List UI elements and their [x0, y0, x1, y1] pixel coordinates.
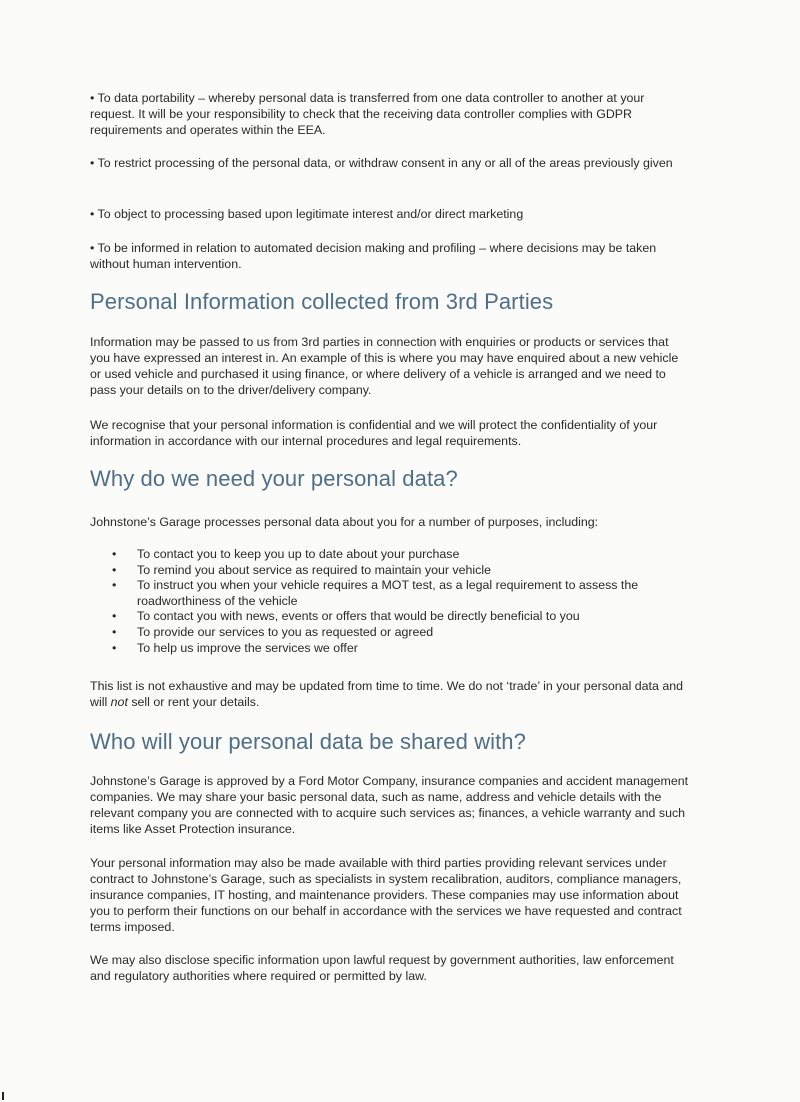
third-parties-paragraph-2: We recognise that your personal information is confidential and we will protect the confidentiality of your information in accordance with our internal procedures and legal requirements. — [90, 418, 658, 448]
bullet-object-processing: • To object to processing based upon legitimate interest and/or direct marketing — [90, 207, 524, 221]
heading-why-need-data: Why do we need your personal data? — [90, 466, 458, 491]
purposes-list — [112, 547, 692, 656]
scan-mark — [2, 1092, 4, 1100]
bullet-automated-decisions: • To be informed in relation to automated decision making and profiling – where decisions may be taken without human intervention. — [90, 241, 657, 271]
purposes-intro: Johnstone’s Garage processes personal data about you for a number of purposes, including: — [90, 515, 599, 529]
list-item: • To remind you about service as required to maintain your vehicle — [112, 563, 692, 579]
outro-emphasis: not — [110, 695, 128, 709]
heading-third-parties: Personal Information collected from 3rd Parties — [90, 289, 554, 314]
shared-paragraph-1: Johnstone’s Garage is approved by a Ford Motor Company, insurance companies and accident management companies. We may share your basic personal data, such as name, address and vehicle details with the relevant company you are connected with to acquire such services as; finances, a vehicle warranty and such items like Asset Protection insurance. — [90, 774, 689, 836]
outro-text-start: This list is not exhaustive and may be updated from time to time. We do not ‘trade’ in your personal data and will — [90, 679, 684, 709]
list-item: • To provide our services to you as requested or agreed — [112, 625, 692, 641]
shared-paragraph-3: We may also disclose specific information upon lawful request by government authorities, law enforcement and regulatory authorities where required or permitted by law. — [90, 953, 674, 983]
list-item: • To contact you to keep you up to date about your purchase — [112, 547, 692, 563]
bullet-data-portability: • To data portability – whereby personal data is transferred from one data controller to another at your request. It will be your responsibility to check that the receiving data controller complies with GDPR requirements and operates within the EEA. — [90, 91, 645, 137]
list-item: • To contact you with news, events or offers that would be directly beneficial to you — [112, 609, 692, 625]
third-parties-paragraph-1: Information may be passed to us from 3rd parties in connection with enquiries or products or services that you have expressed an interest in. An example of this is where you may have enquired about a new vehicle or used vehicle and purchased it using finance, or where delivery of a vehicle is arranged and we need to pass your details on to the driver/delivery company. — [90, 335, 679, 397]
heading-shared-with: Who will your personal data be shared with? — [90, 729, 526, 754]
bullet-restrict-processing: • To restrict processing of the personal data, or withdraw consent in any or all of the areas previously given — [90, 156, 673, 170]
list-item: • To help us improve the services we offer — [112, 641, 692, 657]
purposes-outro — [90, 678, 690, 710]
list-item: • To instruct you when your vehicle requires a MOT test, as a legal requirement to assess the roadworthiness of the vehicle — [112, 578, 692, 609]
shared-paragraph-2: Your personal information may also be made available with third parties providing relevant services under contract to Johnstone’s Garage, such as specialists in system recalibration, auditors, compliance managers, insurance companies, IT hosting, and maintenance providers. These companies may use information about you to perform their functions on our behalf in accordance with the services we have requested and contract terms imposed. — [90, 856, 682, 934]
outro-text-end: sell or rent your details. — [127, 695, 260, 709]
